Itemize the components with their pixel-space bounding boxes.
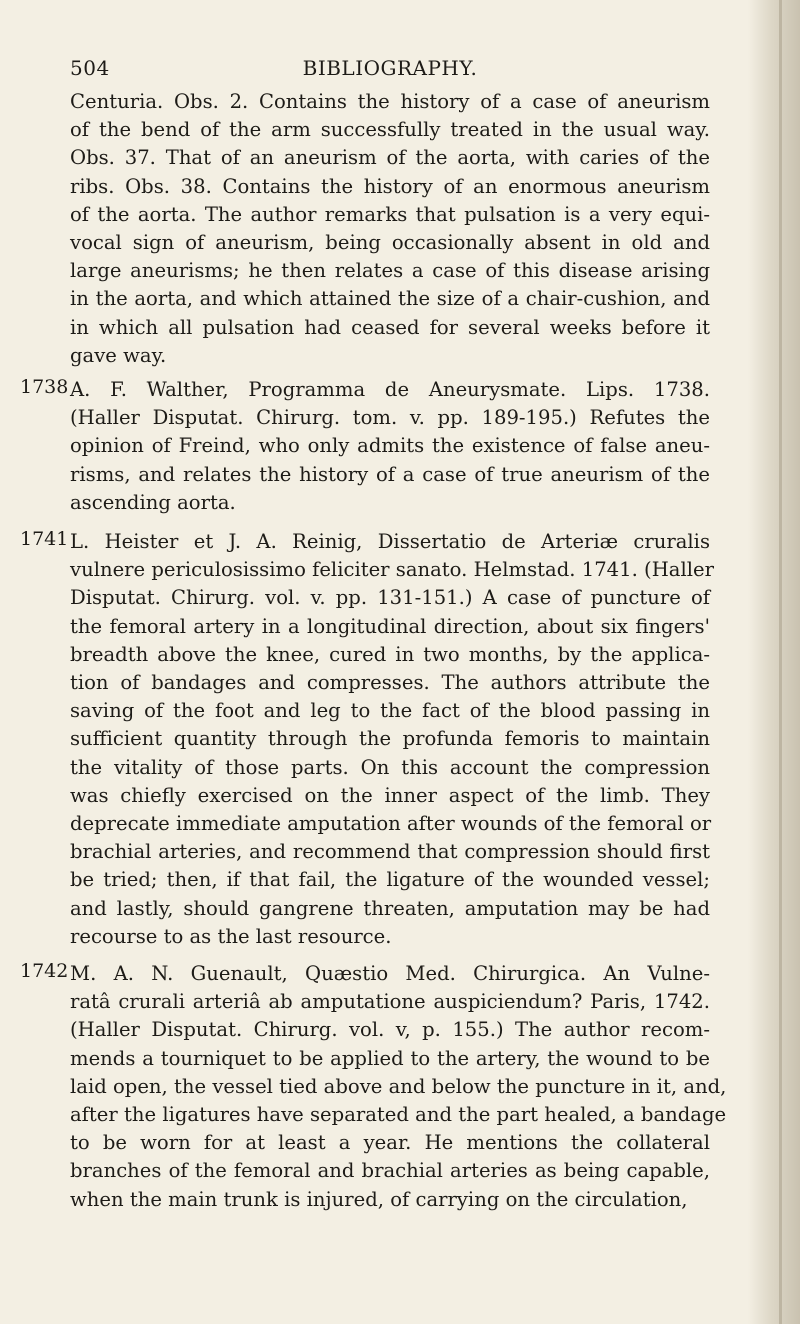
text-line: ratâ crurali arteriâ ab amputatione auspiciendum? Paris, 1742.	[70, 990, 710, 1014]
text-line: was chiefly exercised on the inner aspect of the limb. They	[70, 783, 710, 807]
text-line: of the aorta. The author remarks that pulsation is a very equi-	[70, 202, 710, 226]
entry-text	[70, 960, 727, 1214]
page-gutter-shadow	[748, 0, 800, 1324]
text-line: large aneurisms; he then relates a case of this disease arising	[70, 259, 710, 283]
entry-year: 1738	[20, 376, 69, 398]
text-line: Disputat. Chirurg. vol. v. pp. 131-151.) A case of puncture of	[70, 586, 710, 610]
text-line: tion of bandages and compresses. The authors attribute the	[70, 671, 710, 695]
text-line: laid open, the vessel tied above and below the puncture in it, and,	[70, 1074, 727, 1098]
text-line: recourse to as the last resource.	[70, 924, 392, 948]
text-line: mends a tourniquet to be applied to the artery, the wound to be	[70, 1046, 710, 1070]
text-line: saving of the foot and leg to the fact of the blood passing in	[70, 699, 710, 723]
running-title: BIBLIOGRAPHY.	[302, 56, 478, 80]
bibliography-entry-1742	[20, 960, 727, 1214]
text-line: brachial arteries, and recommend that compression should first	[70, 840, 710, 864]
page-number: 504	[70, 56, 110, 80]
bibliography-entry-1738	[20, 376, 710, 517]
entry-year: 1742	[20, 960, 69, 982]
text-line: ribs. Obs. 38. Contains the history of an enormous aneurism	[70, 174, 710, 198]
text-line: vocal sign of aneurism, being occasionally absent in old and	[70, 231, 710, 255]
text-line: in which all pulsation had ceased for several weeks before it	[70, 315, 710, 339]
text-line: when the main trunk is injured, of carrying on the circulation,	[70, 1187, 688, 1211]
running-header	[70, 56, 710, 84]
text-line: in the aorta, and which attained the size of a chair-cushion, and	[70, 287, 710, 311]
entry-text	[70, 88, 710, 370]
page-gutter-line	[779, 0, 782, 1324]
text-line: the vitality of those parts. On this account the compression	[70, 755, 710, 779]
text-line: Centuria. Obs. 2. Contains the history of a case of aneurism	[70, 90, 710, 113]
text-line: and lastly, should gangrene threaten, amputation may be had	[70, 896, 710, 920]
text-line: (Haller Disputat. Chirurg. vol. v, p. 155.) The author recom-	[70, 1018, 710, 1042]
entry-text	[70, 528, 714, 951]
text-line: gave way.	[70, 343, 167, 367]
text-line: the femoral artery in a longitudinal direction, about six fingers'	[70, 614, 710, 638]
text-line: breadth above the knee, cured in two months, by the applica-	[70, 642, 710, 666]
text-line: sufficient quantity through the profunda femoris to maintain	[70, 727, 710, 751]
text-line: deprecate immediate amputation after wounds of the femoral or	[70, 812, 712, 836]
text-line: Obs. 37. That of an aneurism of the aorta, with caries of the	[70, 146, 710, 170]
entry-year: 1741	[20, 528, 69, 550]
text-line: L. Heister et J. A. Reinig, Dissertatio de Arteriæ cruralis	[70, 530, 710, 553]
bibliography-entry-continuation	[70, 88, 710, 370]
text-line: to be worn for at least a year. He mentions the collateral	[70, 1131, 710, 1155]
text-line: risms, and relates the history of a case of true aneurism of the	[70, 462, 710, 486]
bibliography-entry-1741	[20, 528, 714, 951]
text-line: M. A. N. Guenault, Quæstio Med. Chirurgica. An Vulne-	[70, 962, 710, 985]
text-line: (Haller Disputat. Chirurg. tom. v. pp. 189-195.) Refutes the	[70, 406, 710, 430]
text-line: ascending aorta.	[70, 490, 236, 514]
text-line: be tried; then, if that fail, the ligature of the wounded vessel;	[70, 868, 710, 892]
text-line: opinion of Freind, who only admits the existence of false aneu-	[70, 434, 710, 458]
text-line: A. F. Walther, Programma de Aneurysmate. Lips. 1738.	[70, 378, 710, 401]
text-line: of the bend of the arm successfully treated in the usual way.	[70, 118, 710, 142]
text-line: after the ligatures have separated and the part healed, a bandage	[70, 1103, 727, 1127]
text-line: vulnere periculosissimo feliciter sanato. Helmstad. 1741. (Haller	[70, 558, 714, 582]
text-line: branches of the femoral and brachial arteries as being capable,	[70, 1159, 710, 1183]
entry-text	[70, 376, 710, 517]
